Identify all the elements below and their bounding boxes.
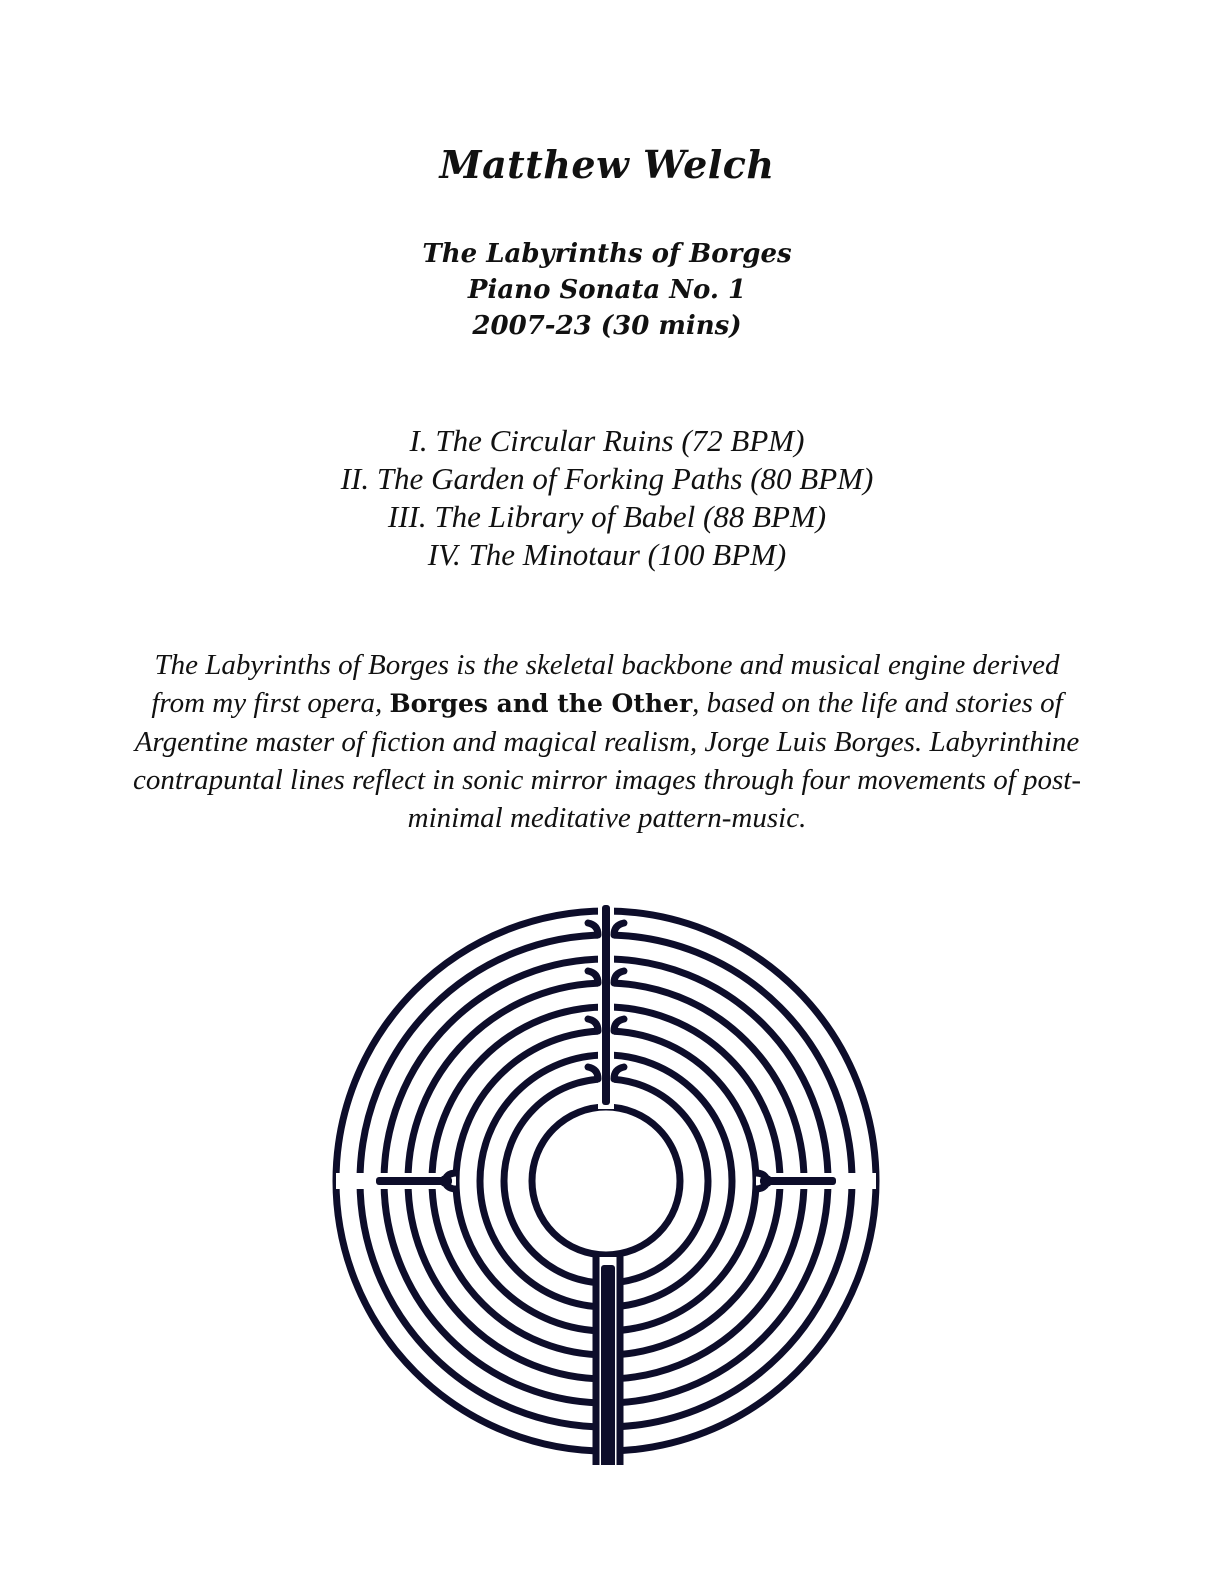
work-info	[0, 236, 1214, 344]
movement-item: IV. The Minotaur (100 BPM)	[427, 537, 787, 572]
composer-name: Matthew Welch	[439, 142, 775, 187]
movement-item: II. The Garden of Forking Paths (80 BPM)	[340, 461, 874, 496]
work-dates: 2007-23 (30 mins)	[472, 311, 742, 341]
program-note	[130, 646, 1084, 837]
movement-item: III. The Library of Babel (88 BPM)	[387, 499, 827, 534]
program-note-text: The Labyrinths of Borges is the skeletal backbone and musical engine derived from my first opera,	[151, 649, 1060, 719]
labyrinth-icon	[318, 885, 898, 1465]
work-title: The Labyrinths of Borges	[422, 239, 792, 269]
program-note-text: , based on the life and stories of Argentine master of fiction and magical realism, Jorge Luis Borges. Labyrinthine contrapuntal lines reflect in sonic mirror images through four movements of post-minimal meditative pattern-music.	[132, 687, 1082, 834]
work-subtitle: Piano Sonata No. 1	[467, 275, 747, 305]
opera-title: Borges and the Other	[389, 689, 693, 718]
movement-item: I. The Circular Ruins (72 BPM)	[409, 423, 805, 458]
movement-list	[0, 422, 1214, 574]
